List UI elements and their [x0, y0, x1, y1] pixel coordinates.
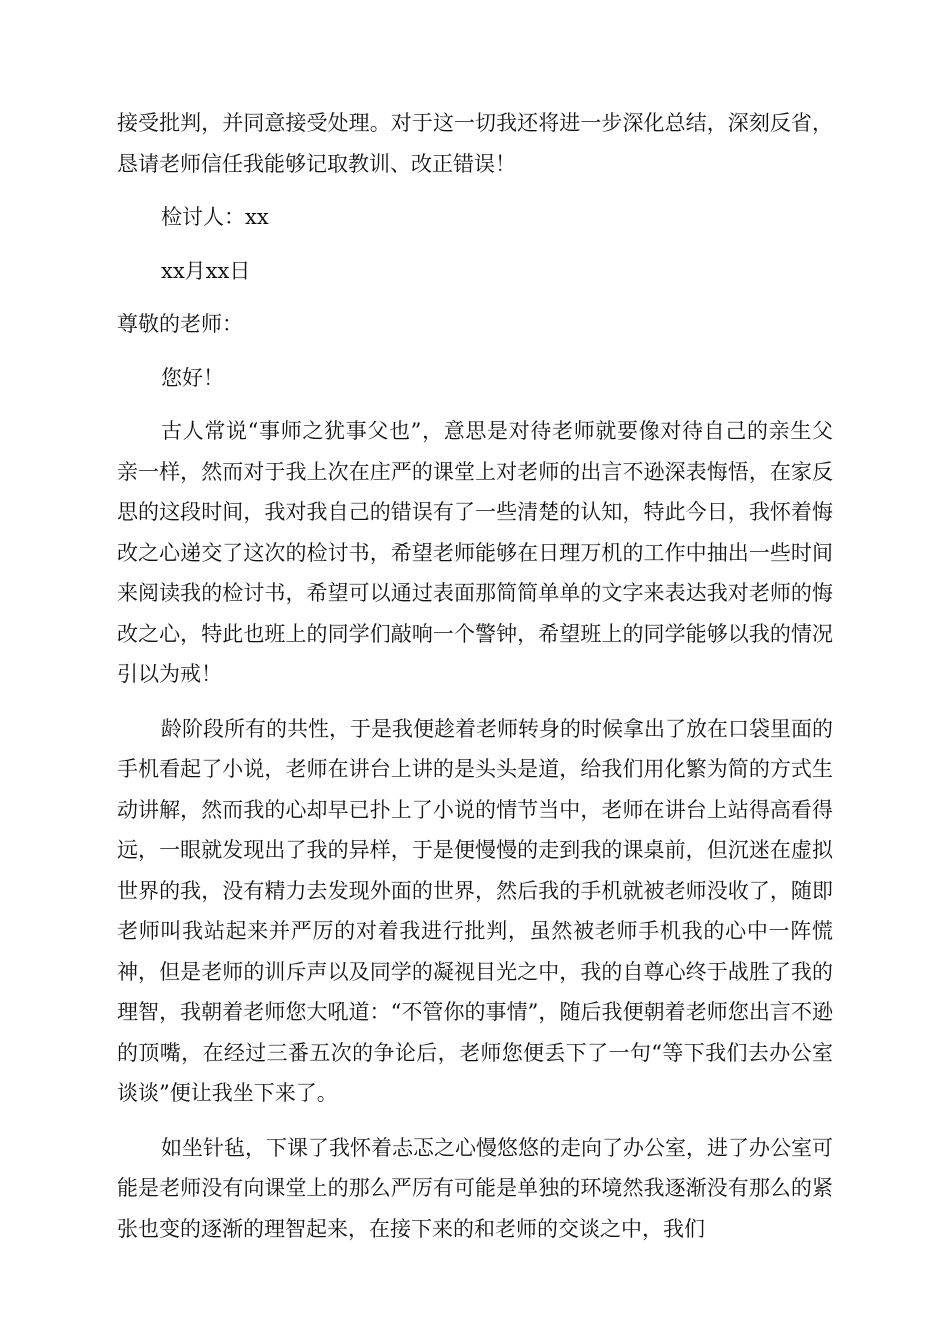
salutation: 尊敬的老师：: [117, 312, 243, 336]
paragraph-continuation: 接受批判，并同意接受处理。对于这一切我还将进一步深化总结，深刻反省，恳请老师信任我能够记取教训、改正错误！: [117, 111, 833, 176]
paragraph-1: 古人常说“事师之犹事父也”，意思是对待老师就要像对待自己的亲生父亲一样，然而对于我上次在庄严的课堂上对老师的出言不逊深表悔悟，在家反思的这段时间，我对我自己的错误有了一些清楚的认知，特此今日，我怀着悔改之心递交了这次的检讨书，希望老师能够在日理万机的工作中抽出一些时间来阅读我的检讨书，希望可以通过表面那简简单单的文字来表达我对老师的悔改之心，特此也班上的同学们敲响一个警钟，希望班上的同学能够以我的情况引以为戒！: [117, 419, 833, 686]
paragraph-3: 如坐针毡，下课了我怀着忐忑之心慢悠悠的走向了办公室，进了办公室可能是老师没有向课堂上的那么严厉有可能是单独的环境然我逐渐没有那么的紧张也变的逐渐的理智起来，在接下来的和老师的交谈之中，我们: [117, 1135, 833, 1241]
document-page: [117, 103, 833, 1249]
signature-line: 检讨人：xx: [161, 205, 269, 229]
paragraph-2: 龄阶段所有的共性，于是我便趁着老师转身的时候拿出了放在口袋里面的手机看起了小说，老师在讲台上讲的是头头是道，给我们用化繁为简的方式生动讲解，然而我的心却早已扑上了小说的情节当中，老师在讲台上站得高看得远，一眼就发现出了我的异样，于是便慢慢的走到我的课桌前，但沉迷在虚拟世界的我，没有精力去发现外面的世界，然后我的手机就被老师没收了，随即老师叫我站起来并严厉的对着我进行批判，虽然被老师手机我的心中一阵慌神，但是老师的训斥声以及同学的凝视目光之中，我的自尊心终于战胜了我的理智，我朝着老师您大吼道：“不管你的事情”，随后我便朝着老师您出言不逊的顶嘴，在经过三番五次的争论后，老师您便丢下了一句“等下我们去办公室谈谈”便让我坐下来了。: [117, 716, 833, 1105]
greeting: 您好！: [161, 365, 224, 390]
date-line: xx月xx日: [161, 258, 251, 283]
